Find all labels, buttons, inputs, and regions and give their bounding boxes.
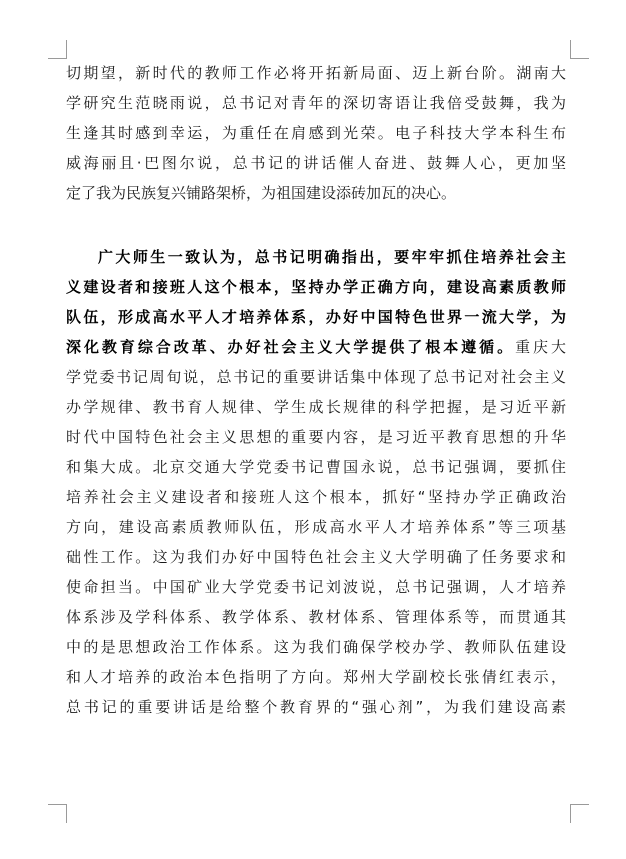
crop-mark-top-right bbox=[570, 40, 589, 59]
paragraph-2 bbox=[66, 242, 566, 722]
bold-text-line: 义建设者和接班人这个根本，坚持办学正确方向，建设高素质教师 bbox=[66, 278, 566, 296]
bold-text-span: 深化教育综合改革、办好社会主义大学提供了根本遵循。 bbox=[66, 338, 516, 356]
text-line: 和人才培养的政治本色指明了方向。郑州大学副校长张倩红表示， bbox=[66, 668, 566, 686]
document-body[interactable] bbox=[66, 58, 566, 722]
bold-text-line: 广大师生一致认为，总书记明确指出，要牢牢抓住培养社会主 bbox=[98, 248, 566, 266]
text-line: 体系涉及学科体系、教学体系、教材体系、管理体系等，而贯通其 bbox=[66, 608, 566, 626]
text-line: 威海丽且·巴图尔说，总书记的讲话催人奋进、鼓舞人心，更加坚 bbox=[66, 154, 566, 172]
text-line: 切期望，新时代的教师工作必将开拓新局面、迈上新台阶。湖南大 bbox=[66, 64, 566, 82]
crop-mark-bottom-right bbox=[570, 804, 589, 823]
text-line: 和集大成。北京交通大学党委书记曹国永说，总书记强调，要抓住 bbox=[66, 458, 566, 476]
paragraph-1 bbox=[66, 58, 566, 208]
mixed-text-line bbox=[66, 332, 566, 362]
normal-text-span: 重庆大 bbox=[515, 338, 566, 356]
text-line: 方向，建设高素质教师队伍，形成高水平人才培养体系”等三项基 bbox=[66, 518, 566, 536]
text-line: 学党委书记周旬说，总书记的重要讲话集中体现了总书记对社会主义 bbox=[66, 368, 566, 386]
text-line: 中的是思想政治工作体系。这为我们确保学校办学、教师队伍建设 bbox=[66, 638, 566, 656]
bold-text-line: 队伍，形成高水平人才培养体系，办好中国特色世界一流大学，为 bbox=[66, 308, 566, 326]
text-line: 础性工作。这为我们办好中国特色社会主义大学明确了任务要求和 bbox=[66, 548, 566, 566]
paragraph-gap bbox=[66, 208, 566, 242]
text-line: 定了我为民族复兴铺路架桥，为祖国建设添砖加瓦的决心。 bbox=[66, 184, 457, 202]
text-line: 总书记的重要讲话是给整个教育界的“强心剂”，为我们建设高素 bbox=[66, 698, 566, 716]
text-line: 生逢其时感到幸运，为重任在肩感到光荣。电子科技大学本科生布 bbox=[66, 124, 566, 142]
text-line: 时代中国特色社会主义思想的重要内容，是习近平教育思想的升华 bbox=[66, 428, 566, 446]
crop-mark-bottom-left bbox=[48, 804, 67, 823]
text-line: 办学规律、教书育人规律、学生成长规律的科学把握，是习近平新 bbox=[66, 398, 566, 416]
crop-mark-top-left bbox=[48, 40, 67, 59]
text-line: 学研究生范晓雨说，总书记对青年的深切寄语让我倍受鼓舞，我为 bbox=[66, 94, 566, 112]
text-line: 培养社会主义建设者和接班人这个根本，抓好“坚持办学正确政治 bbox=[66, 488, 566, 506]
text-line: 使命担当。中国矿业大学党委书记刘波说，总书记强调，人才培养 bbox=[66, 578, 566, 596]
